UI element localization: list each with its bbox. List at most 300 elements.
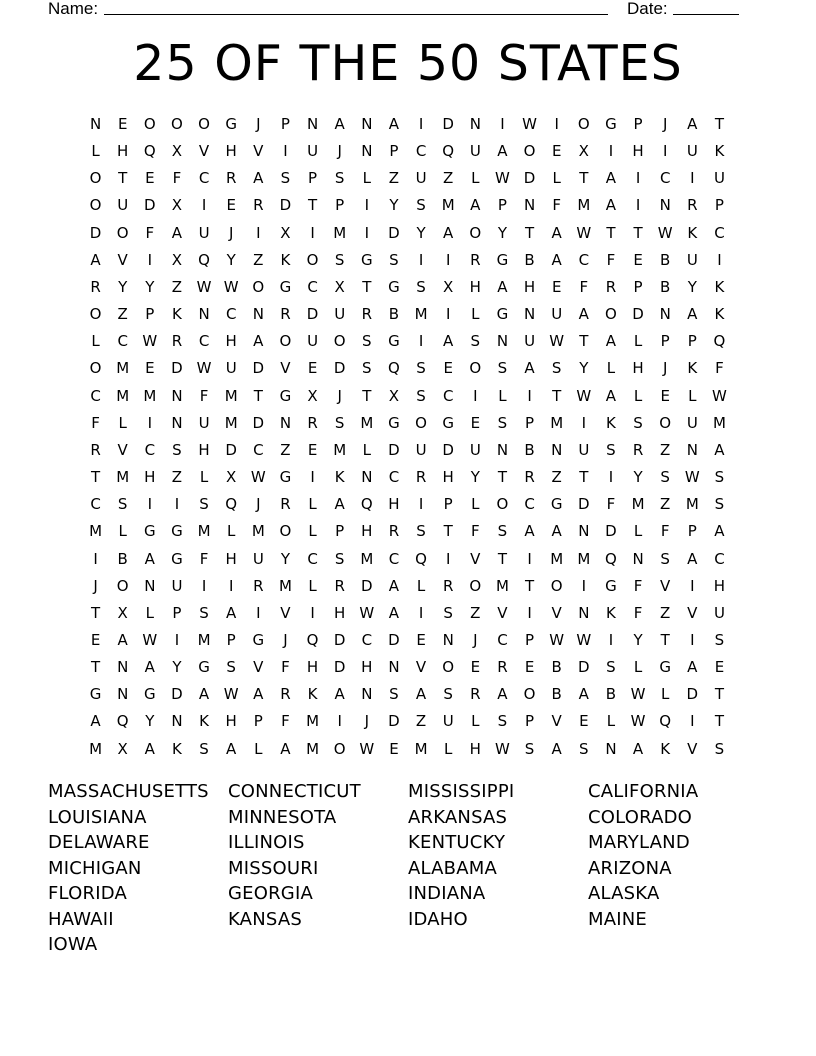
grid-letter: T	[497, 468, 508, 487]
grid-letter: U	[713, 603, 725, 622]
grid-letter: L	[227, 522, 236, 541]
grid-letter: N	[198, 305, 210, 324]
grid-letter: Z	[443, 169, 454, 188]
grid-letter: X	[117, 603, 128, 622]
grid-letter: A	[253, 685, 264, 704]
grid-letter: O	[523, 685, 536, 704]
grid-letter: V	[497, 603, 508, 622]
grid-letter: T	[714, 685, 725, 704]
grid-letter: C	[307, 277, 318, 296]
grid-letter: N	[496, 332, 509, 351]
grid-letter: M	[251, 522, 265, 541]
grid-letter: G	[171, 549, 183, 568]
grid-letter: O	[550, 576, 563, 595]
grid-letter: S	[497, 522, 508, 541]
grid-letter: D	[388, 630, 400, 649]
grid-letter: J	[337, 386, 342, 405]
grid-letter: A	[226, 739, 237, 758]
grid-letter: V	[470, 549, 481, 568]
grid-letter: L	[118, 522, 127, 541]
grid-letter: H	[225, 142, 237, 161]
letter-grid	[82, 111, 733, 763]
grid-letter: B	[524, 440, 535, 459]
grid-letter: S	[389, 250, 399, 269]
grid-letter: W	[712, 386, 727, 405]
grid-letter: S	[416, 196, 426, 215]
grid-letter: S	[117, 495, 128, 514]
grid-letter: H	[388, 495, 400, 514]
grid-letter: F	[660, 522, 670, 541]
grid-letter: U	[415, 169, 427, 188]
grid-letter: A	[551, 739, 562, 758]
grid-letter: S	[389, 685, 399, 704]
grid-letter: U	[334, 305, 346, 324]
grid-letter: C	[714, 223, 725, 242]
grid-letter: I	[635, 196, 641, 215]
grid-letter: M	[143, 386, 157, 405]
grid-letter: A	[687, 305, 698, 324]
grid-letter: M	[224, 386, 238, 405]
grid-letter: U	[307, 142, 319, 161]
grid-letter: S	[226, 658, 236, 677]
grid-letter: G	[605, 115, 617, 133]
grid-letter: T	[90, 658, 101, 677]
grid-letter: A	[524, 359, 535, 378]
grid-letter: D	[333, 359, 346, 378]
grid-letter: M	[333, 223, 347, 242]
grid-letter: Q	[605, 549, 617, 568]
grid-letter: A	[90, 250, 101, 269]
grid-letter: X	[307, 386, 318, 405]
word-list-item: MASSACHUSETTS	[48, 781, 209, 802]
grid-letter: A	[605, 169, 617, 188]
grid-letter: K	[606, 413, 616, 432]
grid-letter: D	[442, 440, 454, 459]
grid-letter: A	[90, 712, 101, 731]
word-list-item: ARKANSAS	[408, 806, 508, 828]
grid-letter: S	[551, 359, 562, 378]
grid-letter: A	[578, 685, 589, 704]
grid-letter: P	[145, 305, 155, 324]
grid-letter: S	[334, 413, 345, 432]
grid-letter: I	[310, 468, 315, 487]
grid-letter: T	[118, 169, 128, 188]
grid-letter: I	[554, 115, 559, 133]
grid-letter: N	[523, 305, 536, 324]
grid-letter: L	[199, 468, 209, 487]
grid-letter: D	[605, 522, 617, 541]
grid-letter: L	[633, 522, 643, 541]
grid-letter: S	[497, 712, 508, 731]
grid-letter: V	[551, 603, 562, 622]
grid-letter: Q	[198, 250, 210, 269]
grid-letter: L	[471, 712, 480, 731]
grid-letter: Y	[226, 250, 236, 269]
grid-letter: M	[441, 196, 455, 215]
grid-letter: I	[717, 250, 722, 269]
grid-letter: A	[415, 685, 427, 704]
grid-letter: J	[364, 712, 370, 731]
grid-letter: Q	[360, 495, 373, 514]
word-list-item: MICHIGAN	[48, 857, 142, 879]
grid-letter: H	[198, 440, 210, 459]
grid-letter: T	[524, 576, 535, 595]
grid-letter: W	[142, 332, 158, 351]
word-list-item: MINNESOTA	[228, 806, 337, 828]
grid-letter: K	[714, 277, 725, 296]
grid-letter: L	[606, 712, 616, 731]
grid-letter: F	[552, 196, 561, 215]
grid-letter: Q	[225, 495, 238, 514]
grid-letter: W	[657, 223, 673, 242]
grid-letter: M	[333, 440, 347, 459]
grid-letter: Z	[470, 603, 481, 622]
grid-letter: T	[524, 223, 535, 242]
grid-letter: K	[199, 712, 209, 731]
grid-letter: P	[280, 115, 290, 133]
grid-letter: M	[89, 739, 103, 758]
grid-letter: K	[687, 359, 698, 378]
grid-letter: V	[415, 658, 427, 677]
grid-letter: E	[551, 277, 562, 296]
grid-letter: T	[497, 549, 508, 568]
grid-letter: F	[633, 576, 643, 595]
grid-letter: I	[364, 196, 370, 215]
grid-letter: F	[281, 658, 290, 677]
word-list-item: COLORADO	[588, 806, 693, 828]
grid-letter: S	[199, 495, 209, 514]
grid-letter: O	[577, 115, 590, 133]
grid-letter: B	[551, 658, 562, 677]
date-blank-line	[673, 14, 739, 15]
grid-letter: A	[578, 305, 589, 324]
grid-letter: Z	[280, 440, 291, 459]
grid-letter: F	[199, 549, 209, 568]
grid-letter: D	[442, 115, 454, 133]
grid-letter: S	[334, 250, 345, 269]
grid-letter: O	[415, 413, 427, 432]
grid-letter: L	[91, 142, 100, 161]
grid-letter: T	[633, 223, 643, 242]
grid-letter: L	[416, 576, 426, 595]
grid-letter: O	[143, 115, 156, 133]
grid-letter: A	[470, 196, 481, 215]
grid-letter: R	[470, 685, 481, 704]
grid-letter: D	[144, 196, 156, 215]
grid-letter: K	[714, 142, 725, 161]
grid-letter: H	[632, 142, 644, 161]
grid-letter: P	[389, 142, 399, 161]
grid-letter: O	[116, 223, 129, 242]
grid-letter: H	[117, 142, 129, 161]
grid-letter: L	[633, 332, 643, 351]
grid-letter: D	[171, 685, 183, 704]
grid-letter: H	[442, 468, 454, 487]
grid-letter: D	[388, 440, 400, 459]
grid-letter: X	[578, 142, 589, 161]
grid-letter: M	[89, 522, 103, 541]
grid-letter: M	[495, 576, 509, 595]
grid-letter: X	[443, 277, 454, 296]
grid-letter: V	[687, 603, 698, 622]
grid-letter: H	[225, 712, 237, 731]
grid-letter: W	[522, 115, 537, 133]
grid-letter: O	[523, 142, 536, 161]
grid-letter: Z	[117, 305, 128, 324]
grid-letter: L	[606, 359, 616, 378]
grid-letter: A	[714, 522, 725, 541]
word-list-item: IOWA	[48, 934, 98, 955]
grid-letter: T	[579, 169, 589, 188]
grid-letter: K	[307, 685, 318, 704]
grid-letter: G	[388, 413, 400, 432]
grid-letter: N	[144, 576, 156, 595]
grid-letter: J	[283, 630, 288, 649]
grid-letter: R	[307, 413, 318, 432]
word-list-item: MISSOURI	[228, 857, 319, 879]
grid-letter: V	[253, 658, 264, 677]
grid-letter: T	[253, 386, 263, 405]
grid-letter: O	[442, 658, 455, 677]
grid-letter: F	[715, 359, 724, 378]
grid-letter: P	[714, 196, 724, 215]
grid-letter: S	[714, 495, 725, 514]
grid-letter: W	[630, 685, 646, 704]
grid-letter: A	[497, 142, 508, 161]
grid-letter: N	[361, 468, 373, 487]
grid-letter: V	[551, 712, 562, 731]
grid-letter: R	[524, 468, 535, 487]
grid-letter: A	[551, 522, 562, 541]
grid-letter: N	[171, 413, 183, 432]
grid-letter: K	[280, 250, 291, 269]
grid-letter: W	[576, 630, 592, 649]
grid-letter: M	[306, 712, 320, 731]
grid-letter: L	[145, 603, 154, 622]
grid-letter: I	[581, 576, 587, 595]
grid-letter: P	[335, 196, 345, 215]
grid-letter: N	[117, 685, 129, 704]
grid-letter: T	[579, 332, 589, 351]
grid-letter: Y	[470, 468, 480, 487]
grid-letter: Z	[415, 712, 427, 731]
grid-letter: L	[471, 169, 480, 188]
grid-letter: E	[307, 440, 318, 459]
grid-letter: I	[445, 549, 451, 568]
grid-letter: V	[117, 440, 128, 459]
page-title: 25 OF THE 50 STATES	[133, 35, 683, 92]
grid-letter: M	[116, 468, 130, 487]
grid-letter: P	[633, 115, 643, 133]
grid-letter: I	[608, 468, 614, 487]
grid-letter: N	[171, 712, 183, 731]
grid-letter: U	[713, 169, 725, 188]
grid-letter: H	[469, 277, 481, 296]
grid-letter: Y	[172, 658, 182, 677]
grid-letter: B	[660, 250, 671, 269]
grid-letter: N	[117, 658, 129, 677]
grid-letter: F	[470, 522, 480, 541]
grid-letter: P	[687, 522, 697, 541]
grid-letter: I	[418, 332, 424, 351]
grid-letter: O	[89, 359, 102, 378]
grid-letter: C	[659, 169, 671, 188]
grid-letter: R	[253, 196, 264, 215]
grid-letter: A	[605, 386, 617, 405]
grid-letter: Y	[145, 712, 155, 731]
grid-letter: C	[253, 440, 264, 459]
grid-letter: Q	[306, 630, 319, 649]
grid-letter: A	[226, 603, 237, 622]
grid-letter: R	[280, 495, 291, 514]
grid-letter: S	[497, 359, 508, 378]
grid-letter: C	[198, 169, 210, 188]
grid-letter: L	[498, 386, 507, 405]
grid-letter: E	[226, 196, 236, 215]
grid-letter: O	[171, 115, 183, 133]
grid-letter: M	[224, 413, 238, 432]
grid-letter: R	[171, 332, 183, 351]
grid-letter: Z	[171, 277, 183, 296]
word-list-item: INDIANA	[408, 883, 486, 904]
grid-letter: N	[605, 739, 617, 758]
grid-letter: Y	[633, 630, 643, 649]
grid-letter: A	[443, 332, 454, 351]
grid-letter: G	[388, 277, 400, 296]
grid-letter: I	[581, 413, 587, 432]
grid-letter: M	[577, 196, 591, 215]
word-list-item: ALASKA	[588, 883, 660, 904]
grid-letter: G	[279, 277, 292, 296]
grid-letter: T	[579, 468, 589, 487]
grid-letter: W	[359, 739, 375, 758]
grid-letter: J	[256, 495, 261, 514]
grid-letter: Q	[415, 549, 427, 568]
grid-letter: M	[306, 739, 320, 758]
grid-letter: O	[116, 576, 129, 595]
grid-letter: S	[714, 468, 725, 487]
grid-letter: F	[606, 250, 616, 269]
grid-letter: J	[256, 115, 261, 133]
grid-letter: N	[686, 440, 698, 459]
grid-letter: W	[250, 468, 266, 487]
grid-letter: O	[333, 332, 346, 351]
name-label: Name:	[48, 0, 99, 18]
grid-letter: A	[605, 332, 617, 351]
grid-letter: P	[308, 169, 318, 188]
grid-letter: Y	[389, 196, 399, 215]
grid-letter: O	[306, 250, 319, 269]
grid-letter: N	[578, 603, 590, 622]
grid-letter: S	[633, 413, 643, 432]
grid-letter: R	[90, 440, 101, 459]
grid-letter: G	[89, 685, 102, 704]
grid-letter: C	[225, 305, 237, 324]
grid-letter: S	[470, 332, 481, 351]
word-list-item: IDAHO	[408, 908, 468, 930]
grid-letter: M	[414, 739, 428, 758]
header	[0, 0, 816, 20]
word-list-item: HAWAII	[48, 908, 114, 930]
grid-letter: U	[686, 250, 698, 269]
grid-letter: M	[685, 495, 699, 514]
grid-letter: L	[308, 576, 317, 595]
grid-letter: K	[172, 739, 182, 758]
grid-letter: Y	[579, 359, 589, 378]
word-list-item: CONNECTICUT	[228, 781, 361, 802]
grid-letter: E	[524, 658, 535, 677]
grid-letter: W	[223, 685, 239, 704]
grid-letter: L	[362, 440, 371, 459]
grid-letter: Y	[687, 277, 697, 296]
grid-letter: C	[144, 440, 156, 459]
grid-letter: G	[144, 522, 156, 541]
grid-letter: D	[333, 658, 346, 677]
grid-letter: G	[198, 658, 210, 677]
grid-letter: A	[334, 685, 345, 704]
grid-letter: N	[659, 196, 671, 215]
grid-letter: X	[388, 386, 400, 405]
grid-letter: S	[362, 359, 372, 378]
grid-letter: L	[362, 169, 371, 188]
grid-letter: E	[633, 250, 643, 269]
grid-letter: M	[550, 549, 564, 568]
grid-letter: R	[415, 468, 427, 487]
grid-letter: E	[714, 658, 725, 677]
grid-letter: Z	[660, 495, 671, 514]
grid-letter: Z	[388, 169, 400, 188]
grid-letter: O	[469, 576, 482, 595]
grid-letter: W	[630, 712, 646, 731]
grid-letter: R	[388, 522, 400, 541]
grid-letter: E	[579, 712, 589, 731]
grid-letter: P	[525, 630, 535, 649]
grid-letter: O	[279, 522, 292, 541]
grid-letter: I	[690, 712, 695, 731]
word-list-item: LOUISIANA	[48, 806, 147, 828]
grid-letter: I	[527, 603, 532, 622]
grid-letter: H	[334, 603, 346, 622]
grid-letter: I	[635, 169, 641, 188]
grid-letter: S	[416, 277, 426, 296]
grid-letter: H	[225, 549, 237, 568]
grid-letter: N	[89, 115, 102, 133]
grid-letter: O	[469, 223, 482, 242]
grid-letter: N	[252, 305, 264, 324]
grid-letter: M	[712, 413, 726, 432]
grid-letter: W	[223, 277, 239, 296]
grid-letter: A	[117, 630, 128, 649]
grid-letter: K	[714, 305, 725, 324]
grid-letter: R	[90, 277, 101, 296]
grid-letter: O	[605, 305, 617, 324]
grid-letter: N	[551, 440, 563, 459]
grid-letter: D	[252, 413, 265, 432]
grid-letter: L	[308, 495, 317, 514]
grid-letter: C	[524, 495, 535, 514]
grid-letter: J	[93, 576, 98, 595]
grid-letter: G	[550, 495, 563, 514]
grid-letter: R	[442, 576, 454, 595]
grid-letter: S	[172, 440, 182, 459]
grid-letter: A	[443, 223, 454, 242]
grid-letter: A	[144, 549, 155, 568]
grid-letter: R	[632, 440, 644, 459]
grid-letter: T	[714, 115, 725, 133]
grid-letter: A	[551, 223, 562, 242]
grid-letter: G	[605, 576, 617, 595]
grid-letter: I	[527, 386, 532, 405]
